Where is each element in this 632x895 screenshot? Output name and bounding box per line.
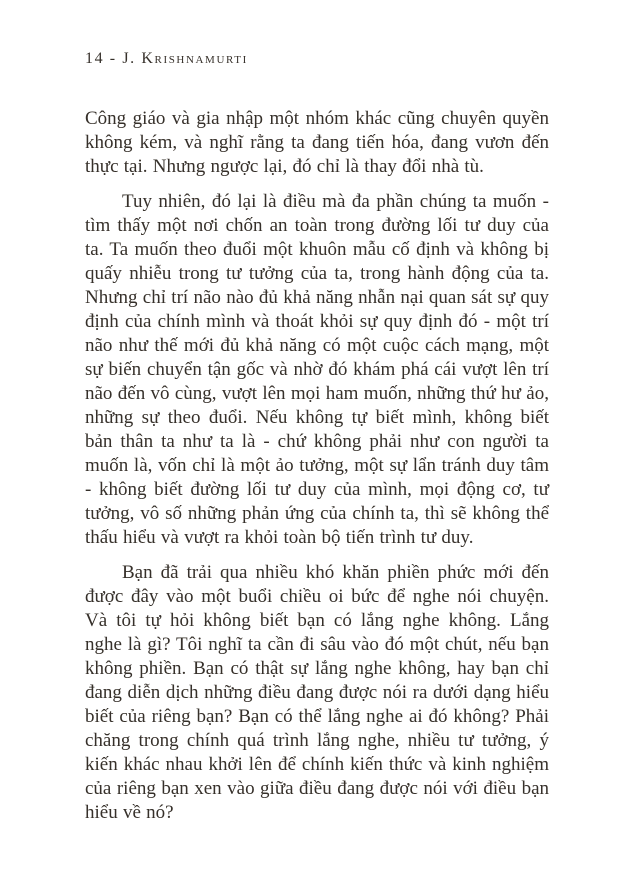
page-number-and-author: 14 - J. Krishnamurti [85, 50, 248, 67]
body-text [85, 107, 549, 825]
running-header [85, 50, 549, 68]
paragraph-1: Công giáo và gia nhập một nhóm khác cũng chuyên quyền không kém, và nghĩ rằng ta đang tiến hóa, đang vươn đến thực tại. Nhưng ngược lại, đó chỉ là thay đổi nhà tù. [85, 108, 549, 177]
paragraph-2: Tuy nhiên, đó lại là điều mà đa phần chúng ta muốn - tìm thấy một nơi chốn an toàn trong đường lối tư duy của ta. Ta muốn theo đuổi một khuôn mẫu cố định và không bị quấy nhiễu trong tư tưởng của ta, trong hành động của ta. Nhưng chỉ trí não nào đủ khả năng nhẫn nại quan sát sự quy định của chính mình và thoát khỏi sự quy định đó - một trí não như thế mới đủ khả năng có một cuộc cách mạng, một sự biến chuyển tận gốc và nhờ đó khám phá cái vượt lên trí não đến vô cùng, vượt lên mọi ham muốn, những thứ hư ảo, những sự theo đuổi. Nếu không tự biết mình, không biết bản thân ta như ta là - chứ không phải như con người ta muốn là, vốn chỉ là một ảo tưởng, một sự lẩn tránh duy tâm - không biết đường lối tư duy của mình, mọi động cơ, tư tưởng, vô số những phản ứng của chính ta, thì sẽ không thể thấu hiểu và vượt ra khỏi toàn bộ tiến trình tư duy. [85, 191, 549, 548]
paragraph-3: Bạn đã trải qua nhiều khó khăn phiền phức mới đến được đây vào một buổi chiều oi bức để nghe nói chuyện. Và tôi tự hỏi không biết bạn có lắng nghe không. Lắng nghe là gì? Tôi nghĩ ta cần đi sâu vào đó một chút, nếu bạn không phiền. Bạn có thật sự lắng nghe không, hay bạn chỉ đang diễn dịch những điều đang được nói ra dưới dạng hiểu biết của riêng bạn? Bạn có thể lắng nghe ai đó không? Phải chăng trong chính quá trình lắng nghe, nhiều tư tưởng, ý kiến khác nhau khởi lên để chính kiến thức và kinh nghiệm của riêng bạn xen vào giữa điều đang được nói với điều bạn hiểu về nó? [85, 562, 549, 823]
